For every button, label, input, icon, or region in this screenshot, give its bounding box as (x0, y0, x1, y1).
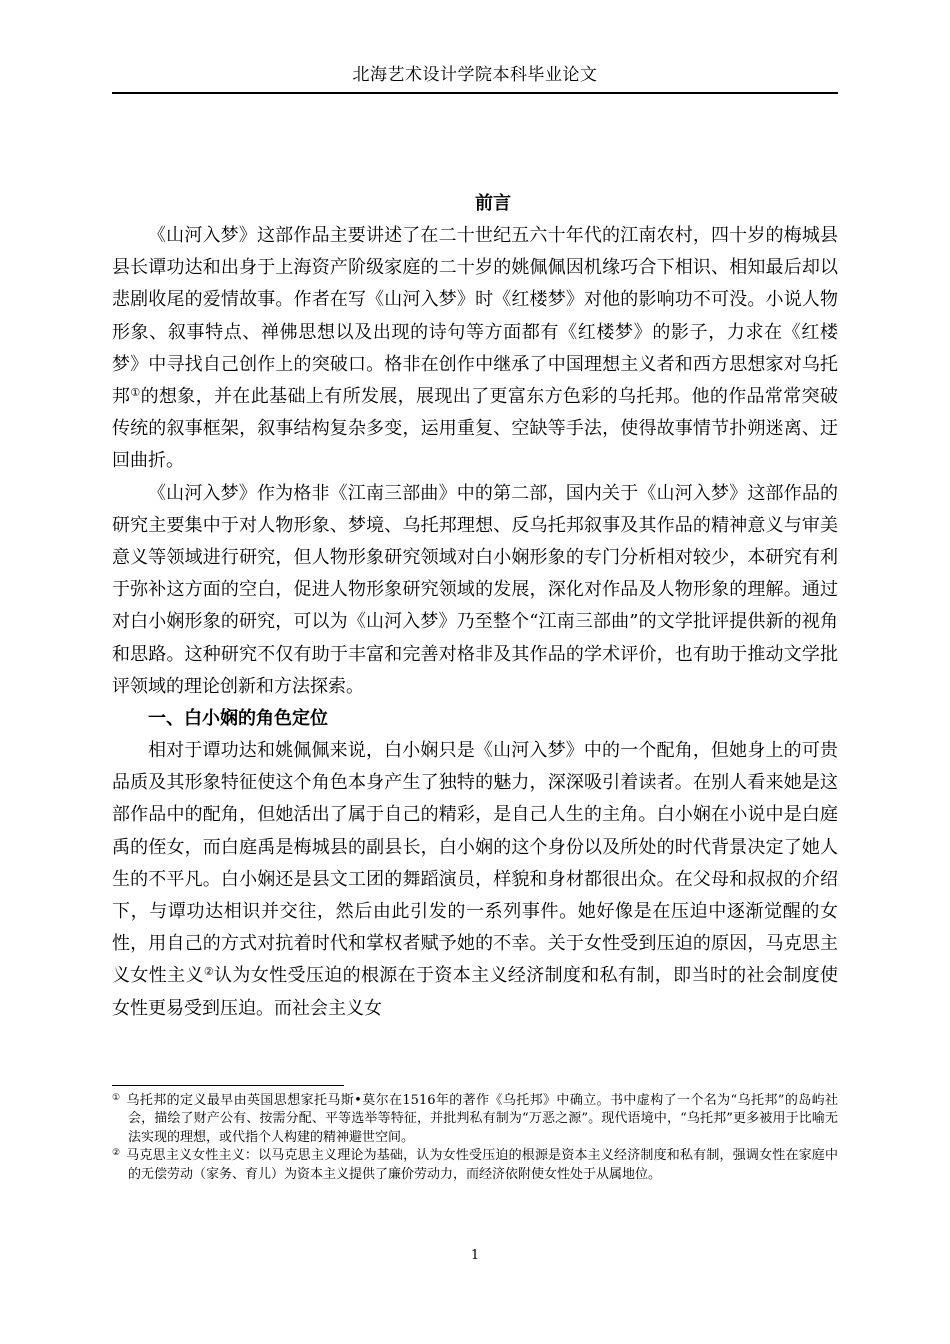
paragraph-text: 的想象，并在此基础上有所发展，展现出了更富东方色彩的乌托邦。他的作品常常突破传统的叙事框架，叙事结构复杂多变，运用重复、空缺等手法，使得故事情节扑朔迷离、迂回曲折。 (112, 386, 839, 472)
footnote-ref-2[interactable]: ② (203, 965, 215, 979)
section-heading: 一、白小娴的角色定位 (148, 708, 328, 730)
intro-paragraph-2: 《山河入梦》作为格非《江南三部曲》中的第二部，国内关于《山河入梦》这部作品的研究主要集中于对人物形象、梦境、乌托邦理想、反乌托邦叙事及其作品的精神意义与审美意义等领域进行研究，但人物形象研究领域对白小娴形象的专门分析相对较少，本研究有利于弥补这方面的空白，促进人物形象研究领域的发展，深化对作品及人物形象的理解。通过对白小娴形象的研究，可以为《山河入梦》乃至整个“江南三部曲”的文学批评提供新的视角和思路。这种研究不仅有助于丰富和完善对格非及其作品的学术评价，也有助于推动文学批评领域的理论创新和方法探索。 (112, 482, 838, 697)
page-number: 1 (470, 1248, 480, 1263)
section-paragraph (112, 735, 838, 1025)
paragraph-text: 相对于谭功达和姚佩佩来说，白小娴只是《山河入梦》中的一个配角，但她身上的可贵品质及其形象特征使这个角色本身产生了独特的魅力，深深吸引着读者。在别人看来她是这部作品中的配角，但她活出了属于自己的精彩，是自己人生的主角。白小娴在小说中是白庭禹的侄女，而白庭禹是梅城县的副县长，白小娴的这个身份以及所处的时代背景决定了她人生的不平凡。白小娴还是县文工团的舞蹈演员，样貌和身材都很出众。在父母和叔叔的介绍下，与谭功达相识并交往，然后由此引发的一系列事件。她好像是在压迫中逐渐觉醒的女性，用自己的方式对抗着时代和掌权者赋予她的不幸。关于女性受到压迫的原因，马克思主义女性主义 (112, 740, 838, 987)
footnote-mark: ② (112, 1148, 121, 1159)
footnote-separator (112, 1085, 344, 1086)
footnote-ref-1[interactable]: ① (130, 386, 141, 400)
footnote-text: 马克思主义女性主义：以马克思主义理论为基础，认为女性受压迫的根源是资本主义经济制度和私有制，强调女性在家庭中的无偿劳动（家务、育儿）为资本主义提供了廉价劳动力，而经济依附使女性处于从属地位。 (126, 1148, 838, 1182)
running-header: 北海艺术设计学院本科毕业论文 (352, 65, 598, 85)
footnote-mark: ① (112, 1093, 121, 1103)
footnote-2 (112, 1147, 838, 1184)
intro-paragraph-1 (112, 220, 838, 478)
paragraph-text: 认为女性受压迫的根源在于资本主义经济制度和私有制，即当时的社会制度使女性更易受到压迫。而社会主义女 (112, 965, 838, 1019)
header-rule (112, 92, 838, 94)
footnote-1 (112, 1092, 838, 1147)
section-title: 前言 (475, 193, 511, 214)
footnotes (112, 1092, 838, 1184)
body-text (112, 188, 838, 1025)
footnote-text: 乌托邦的定义最早由英国思想家托马斯•莫尔在1516年的著作《乌托邦》中确立。书中虚构了一个名为“乌托邦”的岛屿社会，描绘了财产公有、按需分配、平等选举等特征，并批判私有制为“万恶之源”。现代语境中，“乌托邦”更多被用于比喻无法实现的理想，或代指个人构建的精神避世空间。 (126, 1093, 838, 1145)
paragraph-text: 《山河入梦》这部作品主要讲述了在二十世纪五六十年代的江南农村，四十岁的梅城县县长谭功达和出身于上海资产阶级家庭的二十岁的姚佩佩因机缘巧合下相识、相知最后却以悲剧收尾的爱情故事。作者在写《山河入梦》时《红楼梦》对他的影响功不可没。小说人物形象、叙事特点、禅佛思想以及出现的诗句等方面都有《红楼梦》的影子，力求在《红楼梦》中寻找自己创作上的突破口。格非在创作中继承了中国理想主义者和西方思想家对乌托邦 (112, 225, 838, 408)
